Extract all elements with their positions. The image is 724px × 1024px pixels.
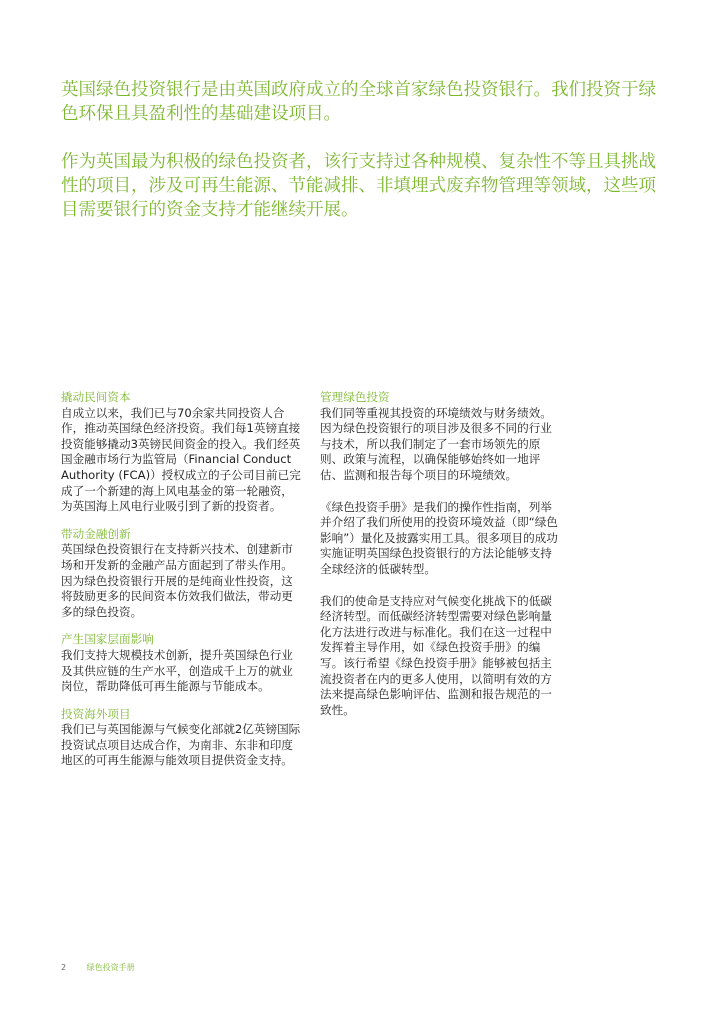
section-financial-innovation: [61, 527, 303, 621]
intro-text-1: 英国绿色投资银行是由英国政府成立的全球首家绿色投资银行。我们投资于绿色环保且具盈利性的基础建设项目。: [61, 80, 656, 124]
section-body: 英国绿色投资银行在支持新兴技术、创建新市场和开发新的金融产品方面起到了带头作用。因为绿色投资银行开展的是纯商业性投资，这将鼓励更多的民间资本仿效我们做法，带动更多的绿色投资。: [61, 542, 293, 619]
section-title: 带动金融创新: [61, 526, 131, 541]
page-number: 2: [61, 963, 67, 972]
left-column: [61, 390, 303, 781]
section-body: 我们已与英国能源与气候变化部就2亿英镑国际投资试点项目达成合作，为南非、东非和印度地区的可再生能源与能效项目提供资金支持。: [61, 722, 301, 768]
section-body: 自成立以来，我们已与70余家共同投资人合作，推动英国绿色经济投资。我们每1英镑直接投资能够撬动3英镑民间资金的投入。我们经英国金融市场行为监管局（Financial Conduct Authority (FCA)）授权成立的子公司目前已完成了一个新建的海上风电基金的第一轮融资，为英国海上风电行业吸引到了新的投资者。: [61, 405, 301, 514]
right-paragraph-3: 我们的使命是支持应对气候变化挑战下的低碳经济转型。而低碳经济转型需要对绿色影响量化方法进行改进与标准化。我们在这一过程中发挥着主导作用，如《绿色投资手册》的编写。该行希望《绿色投资手册》能够被包括主流投资者在内的更多人使用，以简明有效的方法来提高绿色影响评估、监测和报告规范的一致性。: [320, 593, 552, 717]
section-title: 撬动民间资本: [61, 390, 131, 404]
page-footer: [61, 962, 135, 973]
publication-title: 绿色投资手册: [86, 963, 135, 972]
section-title: 投资海外项目: [61, 706, 131, 721]
right-paragraph-2: 《绿色投资手册》是我们的操作性指南，列举并介绍了我们所使用的投资环境效益（即“绿色影响”）量化及披露实用工具。很多项目的成功实施证明英国绿色投资银行的方法论能够支持全球经济的低碳转型。: [320, 499, 558, 576]
intro-paragraph-1: [61, 78, 661, 126]
intro-text-2: 作为英国最为积极的绿色投资者，该行支持过各种规模、复杂性不等且具挑战性的项目，涉及可再生能源、节能减排、非填埋式废弃物管理等领域，这些项目需要银行的资金支持才能继续开展。: [61, 152, 656, 220]
right-paragraph-1: 我们同等重视其投资的环境绩效与财务绩效。因为绿色投资银行的项目涉及很多不同的行业与技术，所以我们制定了一套市场领先的原则、政策与流程，以确保能够始终如一地评估、监测和报告每个项目的环境绩效。: [320, 405, 552, 482]
right-column: [320, 390, 562, 734]
section-overseas-projects: [61, 707, 303, 769]
intro-paragraph-2: [61, 150, 661, 222]
section-body: 我们支持大规模技术创新，提升英国绿色行业及其供应链的生产水平，创造成千上万的就业岗位，帮助降低可再生能源与节能成本。: [61, 647, 293, 694]
section-title-manage-green-investment: 管理绿色投资: [320, 390, 390, 404]
section-title: 产生国家层面影响: [61, 632, 154, 647]
section-mobilise-private-capital: [61, 390, 303, 515]
section-national-impact: [61, 632, 303, 694]
